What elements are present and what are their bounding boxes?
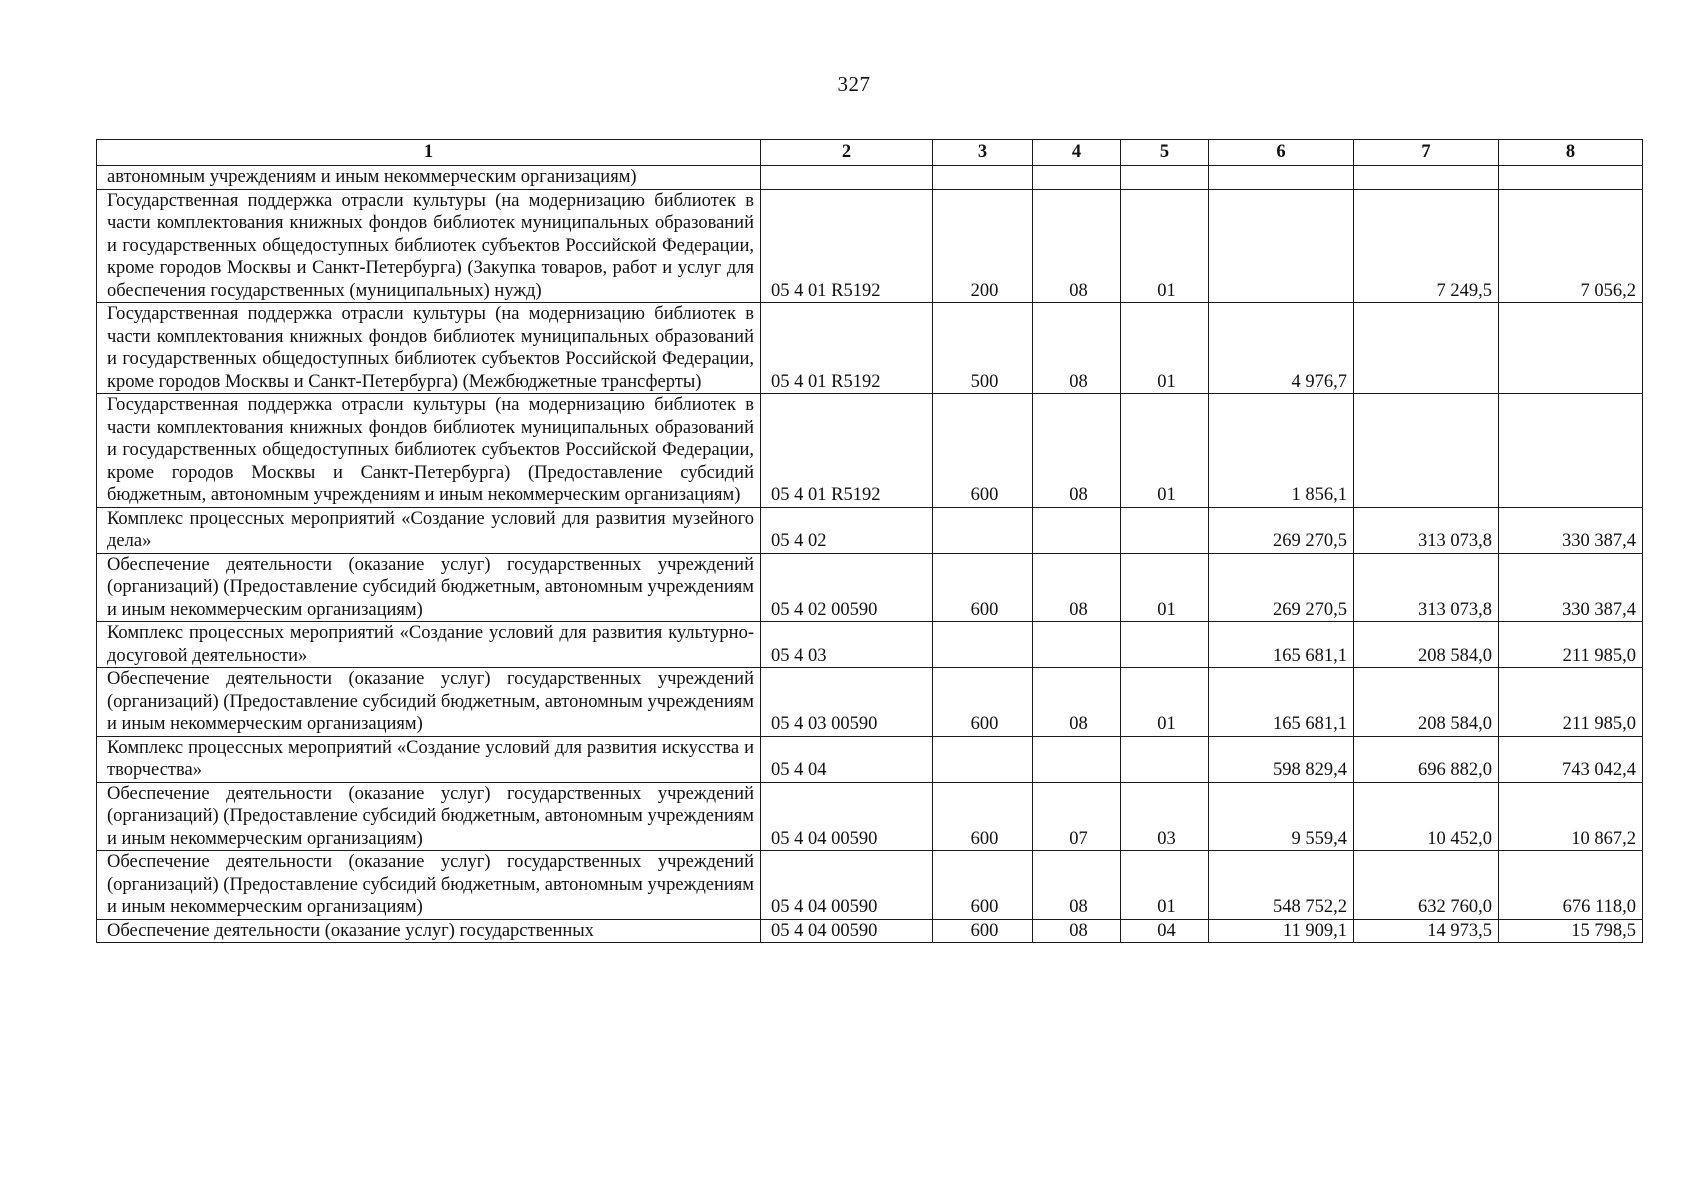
row-target-code: 05 4 01 R5192 <box>761 394 933 508</box>
row-section <box>1033 507 1121 553</box>
row-amount-col8 <box>1499 394 1643 508</box>
row-amount-col8 <box>1499 166 1643 190</box>
row-amount-col8: 743 042,4 <box>1499 736 1643 782</box>
table-row <box>97 507 1643 553</box>
row-target-code: 05 4 01 R5192 <box>761 303 933 394</box>
row-description: Государственная поддержка отрасли культуры (на модернизацию библиотек в части комплектования книжных фондов библиотек муниципальных образований и государственных общедоступных библиотек субъектов Российской Федерации, кроме городов Москвы и Санкт-Петербурга) (Закупка товаров, работ и услуг для обеспечения государственных (муниципальных) нужд) <box>97 189 761 303</box>
row-description: автономным учреждениям и иным некоммерческим организациям) <box>97 166 761 190</box>
row-amount-col6: 9 559,4 <box>1209 782 1354 851</box>
row-expense-type <box>933 622 1033 668</box>
row-section: 08 <box>1033 303 1121 394</box>
row-description: Комплекс процессных мероприятий «Создание условий для развития музейного дела» <box>97 507 761 553</box>
row-description: Обеспечение деятельности (оказание услуг) государственных учреждений (организаций) (Предоставление субсидий бюджетным, автономным учреждениям и иным некоммерческим организациям) <box>97 553 761 622</box>
row-amount-col7: 7 249,5 <box>1354 189 1499 303</box>
row-subsection: 01 <box>1121 553 1209 622</box>
header-col-3: 3 <box>933 140 1033 166</box>
row-amount-col7: 208 584,0 <box>1354 622 1499 668</box>
row-section: 08 <box>1033 553 1121 622</box>
row-section: 08 <box>1033 189 1121 303</box>
row-section: 08 <box>1033 668 1121 737</box>
row-amount-col8: 15 798,5 <box>1499 919 1643 943</box>
row-target-code: 05 4 02 00590 <box>761 553 933 622</box>
row-subsection: 01 <box>1121 303 1209 394</box>
row-target-code: 05 4 04 00590 <box>761 782 933 851</box>
row-amount-col6: 4 976,7 <box>1209 303 1354 394</box>
row-target-code: 05 4 03 <box>761 622 933 668</box>
row-expense-type <box>933 736 1033 782</box>
header-col-6: 6 <box>1209 140 1354 166</box>
row-expense-type: 200 <box>933 189 1033 303</box>
header-row <box>97 140 1643 166</box>
row-amount-col8: 211 985,0 <box>1499 622 1643 668</box>
row-target-code <box>761 166 933 190</box>
page-number: 327 <box>837 72 871 96</box>
row-expense-type: 500 <box>933 303 1033 394</box>
budget-table <box>96 139 1643 943</box>
row-amount-col7: 10 452,0 <box>1354 782 1499 851</box>
table-body <box>97 166 1643 943</box>
row-amount-col6: 1 856,1 <box>1209 394 1354 508</box>
table-header <box>97 140 1643 166</box>
row-expense-type <box>933 166 1033 190</box>
row-amount-col7: 313 073,8 <box>1354 553 1499 622</box>
row-amount-col6: 269 270,5 <box>1209 507 1354 553</box>
row-section: 08 <box>1033 394 1121 508</box>
row-target-code: 05 4 02 <box>761 507 933 553</box>
row-amount-col6: 165 681,1 <box>1209 622 1354 668</box>
table-row <box>97 189 1643 303</box>
row-amount-col7: 208 584,0 <box>1354 668 1499 737</box>
row-target-code: 05 4 04 00590 <box>761 851 933 920</box>
row-amount-col6: 269 270,5 <box>1209 553 1354 622</box>
row-amount-col7 <box>1354 394 1499 508</box>
table-row <box>97 736 1643 782</box>
row-expense-type: 600 <box>933 394 1033 508</box>
row-subsection: 01 <box>1121 394 1209 508</box>
row-description: Обеспечение деятельности (оказание услуг) государственных <box>97 919 761 943</box>
header-col-8: 8 <box>1499 140 1643 166</box>
row-expense-type: 600 <box>933 851 1033 920</box>
row-amount-col7 <box>1354 166 1499 190</box>
row-subsection: 03 <box>1121 782 1209 851</box>
row-target-code: 05 4 01 R5192 <box>761 189 933 303</box>
row-description: Комплекс процессных мероприятий «Создание условий для развития культурно-досуговой деятельности» <box>97 622 761 668</box>
row-amount-col8: 7 056,2 <box>1499 189 1643 303</box>
row-target-code: 05 4 03 00590 <box>761 668 933 737</box>
table-row <box>97 668 1643 737</box>
row-description: Государственная поддержка отрасли культуры (на модернизацию библиотек в части комплектования книжных фондов библиотек муниципальных образований и государственных общедоступных библиотек субъектов Российской Федерации, кроме городов Москвы и Санкт-Петербурга) (Межбюджетные трансферты) <box>97 303 761 394</box>
row-amount-col8 <box>1499 303 1643 394</box>
header-col-4: 4 <box>1033 140 1121 166</box>
table-row <box>97 782 1643 851</box>
table-row <box>97 553 1643 622</box>
header-col-1: 1 <box>97 140 761 166</box>
row-subsection <box>1121 736 1209 782</box>
row-description: Обеспечение деятельности (оказание услуг) государственных учреждений (организаций) (Предоставление субсидий бюджетным, автономным учреждениям и иным некоммерческим организациям) <box>97 851 761 920</box>
row-section <box>1033 736 1121 782</box>
table-row <box>97 919 1643 943</box>
row-section <box>1033 622 1121 668</box>
row-subsection <box>1121 507 1209 553</box>
row-section: 07 <box>1033 782 1121 851</box>
header-col-7: 7 <box>1354 140 1499 166</box>
row-subsection: 01 <box>1121 851 1209 920</box>
row-expense-type: 600 <box>933 782 1033 851</box>
row-amount-col8: 211 985,0 <box>1499 668 1643 737</box>
row-section <box>1033 166 1121 190</box>
table-row <box>97 851 1643 920</box>
table-row <box>97 622 1643 668</box>
row-expense-type <box>933 507 1033 553</box>
row-amount-col6: 548 752,2 <box>1209 851 1354 920</box>
row-subsection: 01 <box>1121 189 1209 303</box>
row-subsection <box>1121 622 1209 668</box>
table-row <box>97 394 1643 508</box>
header-col-2: 2 <box>761 140 933 166</box>
table-row <box>97 166 1643 190</box>
row-amount-col8: 10 867,2 <box>1499 782 1643 851</box>
row-amount-col6 <box>1209 166 1354 190</box>
row-subsection: 04 <box>1121 919 1209 943</box>
row-amount-col8: 676 118,0 <box>1499 851 1643 920</box>
row-target-code: 05 4 04 00590 <box>761 919 933 943</box>
row-subsection <box>1121 166 1209 190</box>
row-amount-col7: 14 973,5 <box>1354 919 1499 943</box>
row-amount-col6: 11 909,1 <box>1209 919 1354 943</box>
row-amount-col6 <box>1209 189 1354 303</box>
row-section: 08 <box>1033 851 1121 920</box>
row-section: 08 <box>1033 919 1121 943</box>
row-amount-col8: 330 387,4 <box>1499 507 1643 553</box>
row-expense-type: 600 <box>933 919 1033 943</box>
row-expense-type: 600 <box>933 668 1033 737</box>
row-amount-col6: 165 681,1 <box>1209 668 1354 737</box>
row-amount-col7 <box>1354 303 1499 394</box>
row-description: Обеспечение деятельности (оказание услуг) государственных учреждений (организаций) (Предоставление субсидий бюджетным, автономным учреждениям и иным некоммерческим организациям) <box>97 668 761 737</box>
row-description: Государственная поддержка отрасли культуры (на модернизацию библиотек в части комплектования книжных фондов библиотек муниципальных образований и государственных общедоступных библиотек субъектов Российской Федерации, кроме городов Москвы и Санкт-Петербурга) (Предоставление субсидий бюджетным, автономным учреждениям и иным некоммерческим организациям) <box>97 394 761 508</box>
table-row <box>97 303 1643 394</box>
row-amount-col7: 632 760,0 <box>1354 851 1499 920</box>
header-col-5: 5 <box>1121 140 1209 166</box>
row-subsection: 01 <box>1121 668 1209 737</box>
row-expense-type: 600 <box>933 553 1033 622</box>
row-description: Обеспечение деятельности (оказание услуг) государственных учреждений (организаций) (Предоставление субсидий бюджетным, автономным учреждениям и иным некоммерческим организациям) <box>97 782 761 851</box>
row-amount-col7: 313 073,8 <box>1354 507 1499 553</box>
row-amount-col6: 598 829,4 <box>1209 736 1354 782</box>
row-amount-col7: 696 882,0 <box>1354 736 1499 782</box>
row-amount-col8: 330 387,4 <box>1499 553 1643 622</box>
row-description: Комплекс процессных мероприятий «Создание условий для развития искусства и творчества» <box>97 736 761 782</box>
row-target-code: 05 4 04 <box>761 736 933 782</box>
